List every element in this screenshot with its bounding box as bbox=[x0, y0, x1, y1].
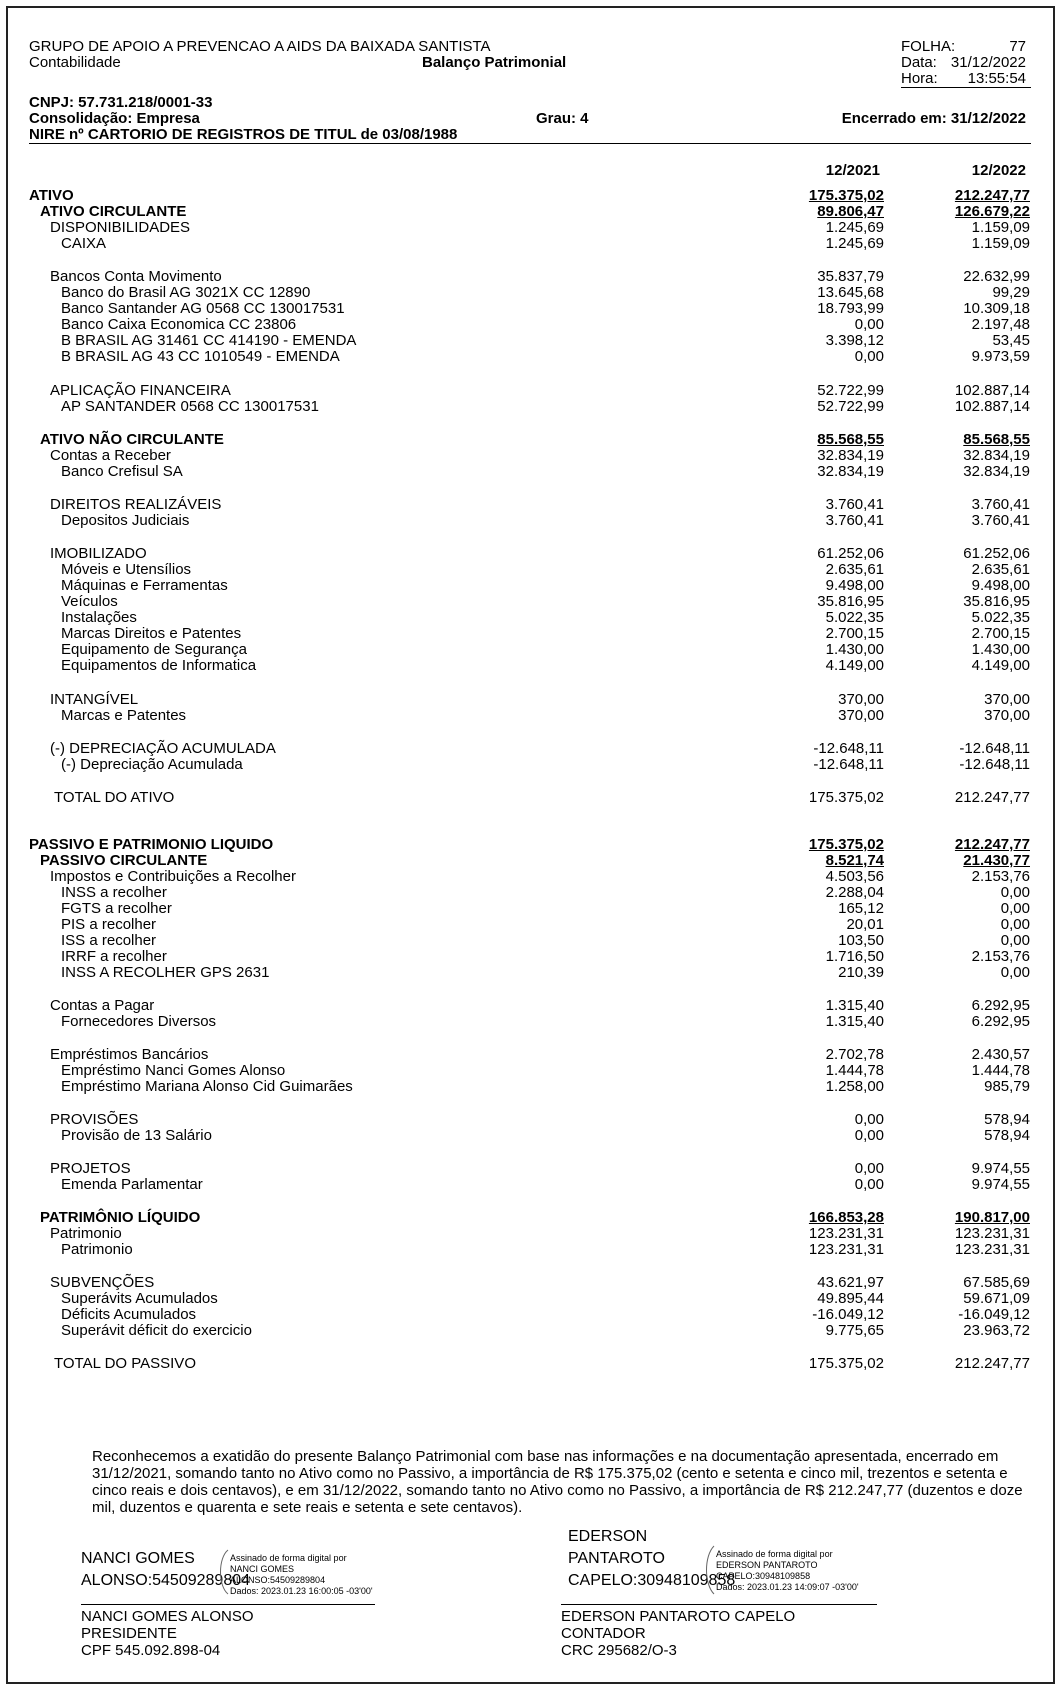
account-label: Banco Caixa Economica CC 23806 bbox=[61, 316, 297, 333]
account-label: Móveis e Utensílios bbox=[61, 561, 192, 578]
value-2022: 22.632,99 bbox=[963, 268, 1030, 285]
value-2022: 0,00 bbox=[1000, 932, 1030, 949]
value-2022: 2.700,15 bbox=[971, 625, 1030, 642]
value-2021: 175.375,02 bbox=[808, 789, 884, 806]
value-2022: 985,79 bbox=[984, 1078, 1030, 1095]
value-2021: 0,00 bbox=[854, 348, 884, 365]
account-label: Equipamento de Segurança bbox=[61, 641, 247, 658]
value-2021: 3.760,41 bbox=[825, 512, 884, 529]
value-2021: 61.252,06 bbox=[817, 545, 884, 562]
value-2022: 123.231,31 bbox=[954, 1241, 1030, 1258]
value-2021: 5.022,35 bbox=[825, 609, 884, 626]
document-page bbox=[6, 6, 1055, 1684]
account-label: IRRF a recolher bbox=[61, 948, 167, 965]
value-2021: 32.834,19 bbox=[817, 447, 884, 464]
digital-signature-date: Dados: 2023.01.23 16:00:05 -03'00' bbox=[230, 1586, 373, 1596]
account-label: ATIVO CIRCULANTE bbox=[40, 203, 187, 220]
value-2022: 212.247,77 bbox=[954, 836, 1030, 853]
digital-signature-title: Assinado de forma digital por bbox=[230, 1553, 347, 1563]
value-2022: 102.887,14 bbox=[954, 398, 1030, 415]
value-2022: 0,00 bbox=[1000, 884, 1030, 901]
consolidacao: Consolidação: Empresa bbox=[29, 110, 200, 127]
header-divider bbox=[29, 143, 1031, 144]
signer-role: PRESIDENTE bbox=[81, 1625, 177, 1642]
signer-document: CRC 295682/O-3 bbox=[561, 1642, 677, 1659]
table-row bbox=[8, 220, 1057, 236]
value-2021: 1.258,00 bbox=[825, 1078, 884, 1095]
table-row bbox=[8, 301, 1057, 317]
value-2022: 1.159,09 bbox=[971, 235, 1030, 252]
value-2022: 0,00 bbox=[1000, 964, 1030, 981]
value-2021: 2.702,78 bbox=[825, 1046, 884, 1063]
account-label: INTANGÍVEL bbox=[50, 691, 139, 708]
table-row bbox=[8, 546, 1057, 562]
value-2021: 175.375,02 bbox=[808, 187, 884, 204]
table-row bbox=[8, 285, 1057, 301]
account-label: B BRASIL AG 43 CC 1010549 - EMENDA bbox=[61, 348, 340, 365]
digital-signature-name: EDERSON PANTAROTO bbox=[716, 1560, 818, 1570]
value-2022: 1.430,00 bbox=[971, 641, 1030, 658]
value-2022: 85.568,55 bbox=[963, 431, 1030, 448]
value-2021: 8.521,74 bbox=[825, 852, 884, 869]
table-row bbox=[8, 658, 1057, 674]
digital-signature-name: NANCI GOMES bbox=[230, 1564, 295, 1574]
value-2022: 6.292,95 bbox=[971, 997, 1030, 1014]
account-label: AP SANTANDER 0568 CC 130017531 bbox=[61, 398, 319, 415]
table-row bbox=[8, 869, 1057, 885]
table-row bbox=[8, 1275, 1057, 1291]
value-2021: 2.635,61 bbox=[825, 561, 884, 578]
account-label: Equipamentos de Informatica bbox=[61, 657, 257, 674]
encerrado: Encerrado em: 31/12/2022 bbox=[841, 110, 1026, 127]
value-2022: 35.816,95 bbox=[963, 593, 1030, 610]
value-2022: 212.247,77 bbox=[954, 1355, 1030, 1372]
account-label: SUBVENÇÕES bbox=[50, 1274, 155, 1291]
table-row bbox=[8, 1307, 1057, 1323]
value-2021: 2.700,15 bbox=[825, 625, 884, 642]
value-2021: 2.288,04 bbox=[825, 884, 884, 901]
value-2022: 2.153,76 bbox=[971, 868, 1030, 885]
value-2021: -12.648,11 bbox=[813, 756, 884, 773]
value-2021: 9.498,00 bbox=[825, 577, 884, 594]
report-title: Balanço Patrimonial bbox=[422, 54, 567, 71]
value-2022: 67.585,69 bbox=[963, 1274, 1030, 1291]
value-2021: 43.621,97 bbox=[817, 1274, 884, 1291]
signer-document: CPF 545.092.898-04 bbox=[81, 1642, 221, 1659]
table-row bbox=[8, 1323, 1057, 1339]
value-2021: 4.503,56 bbox=[825, 868, 884, 885]
table-row bbox=[8, 497, 1057, 513]
account-label: (-) DEPRECIAÇÃO ACUMULADA bbox=[50, 740, 276, 757]
table-row bbox=[8, 1161, 1057, 1177]
account-label: Máquinas e Ferramentas bbox=[61, 577, 228, 594]
table-row bbox=[8, 708, 1057, 724]
folha-value: 77 bbox=[1009, 38, 1026, 55]
digital-signature-id: CAPELO:30948109858 bbox=[716, 1571, 811, 1581]
table-row bbox=[8, 949, 1057, 965]
value-2022: 2.430,57 bbox=[971, 1046, 1030, 1063]
account-label: INSS a recolher bbox=[61, 884, 167, 901]
table-row bbox=[8, 917, 1057, 933]
account-label: Banco Santander AG 0568 CC 130017531 bbox=[61, 300, 345, 317]
value-2022: 0,00 bbox=[1000, 900, 1030, 917]
account-label: Patrimonio bbox=[50, 1225, 122, 1242]
account-label: Empréstimo Nanci Gomes Alonso bbox=[61, 1062, 286, 1079]
value-2021: -16.049,12 bbox=[812, 1306, 884, 1323]
value-2022: 2.635,61 bbox=[971, 561, 1030, 578]
account-label: Empréstimo Mariana Alonso Cid Guimarães bbox=[61, 1078, 353, 1095]
table-row bbox=[8, 1291, 1057, 1307]
account-label: Instalações bbox=[61, 609, 137, 626]
table-row bbox=[8, 383, 1057, 399]
account-label: Veículos bbox=[61, 593, 118, 610]
account-label: Depositos Judiciais bbox=[61, 512, 190, 529]
value-2021: 9.775,65 bbox=[825, 1322, 884, 1339]
table-row bbox=[8, 513, 1057, 529]
value-2021: 175.375,02 bbox=[808, 1355, 884, 1372]
signature-name-line2: ALONSO:54509289804 bbox=[81, 1572, 251, 1589]
column-header-2022: 12/2022 bbox=[971, 162, 1026, 179]
value-2022: 2.153,76 bbox=[971, 948, 1030, 965]
department: Contabilidade bbox=[29, 54, 121, 71]
account-label: Impostos e Contribuições a Recolher bbox=[50, 868, 296, 885]
account-label: PASSIVO E PATRIMONIO LIQUIDO bbox=[29, 836, 274, 853]
value-2021: 89.806,47 bbox=[817, 203, 884, 220]
value-2021: 123.231,31 bbox=[808, 1241, 884, 1258]
table-row bbox=[8, 790, 1057, 806]
table-row bbox=[8, 965, 1057, 981]
account-label: ATIVO NÃO CIRCULANTE bbox=[40, 431, 224, 448]
account-label: Contas a Receber bbox=[50, 447, 171, 464]
signer-name: EDERSON PANTAROTO CAPELO bbox=[561, 1608, 796, 1625]
value-2021: 370,00 bbox=[838, 707, 884, 724]
account-label: IMOBILIZADO bbox=[50, 545, 147, 562]
value-2022: 6.292,95 bbox=[971, 1013, 1030, 1030]
table-row bbox=[8, 1063, 1057, 1079]
signature-name-line1: NANCI GOMES bbox=[81, 1550, 195, 1567]
value-2021: 4.149,00 bbox=[825, 657, 884, 674]
account-label: Banco do Brasil AG 3021X CC 12890 bbox=[61, 284, 311, 301]
account-label: Fornecedores Diversos bbox=[61, 1013, 217, 1030]
value-2022: 61.252,06 bbox=[963, 545, 1030, 562]
value-2021: 1.245,69 bbox=[825, 235, 884, 252]
value-2021: 175.375,02 bbox=[808, 836, 884, 853]
account-label: Contas a Pagar bbox=[50, 997, 155, 1014]
table-row bbox=[8, 1210, 1057, 1226]
value-2022: -12.648,11 bbox=[959, 740, 1030, 757]
value-2022: 0,00 bbox=[1000, 916, 1030, 933]
folha-label: FOLHA: bbox=[901, 38, 956, 55]
table-row bbox=[8, 578, 1057, 594]
account-label: Banco Crefisul SA bbox=[61, 463, 183, 480]
value-2022: 102.887,14 bbox=[954, 382, 1030, 399]
value-2021: 20,01 bbox=[846, 916, 884, 933]
value-2021: 35.837,79 bbox=[817, 268, 884, 285]
account-label: ATIVO bbox=[29, 187, 74, 204]
account-label: PROVISÕES bbox=[50, 1111, 139, 1128]
account-label: Bancos Conta Movimento bbox=[50, 268, 222, 285]
account-label: DISPONIBILIDADES bbox=[50, 219, 191, 236]
account-label: DIREITOS REALIZÁVEIS bbox=[50, 496, 222, 513]
table-row bbox=[8, 741, 1057, 757]
value-2022: 3.760,41 bbox=[971, 512, 1030, 529]
value-2021: 1.430,00 bbox=[825, 641, 884, 658]
value-2022: 5.022,35 bbox=[971, 609, 1030, 626]
value-2021: 370,00 bbox=[838, 691, 884, 708]
value-2021: 52.722,99 bbox=[817, 382, 884, 399]
table-row bbox=[8, 885, 1057, 901]
table-row bbox=[8, 399, 1057, 415]
account-label: Empréstimos Bancários bbox=[50, 1046, 209, 1063]
value-2022: 99,29 bbox=[992, 284, 1030, 301]
value-2021: 13.645,68 bbox=[817, 284, 884, 301]
account-label: Patrimonio bbox=[61, 1241, 133, 1258]
value-2022: 578,94 bbox=[984, 1127, 1030, 1144]
account-label: PIS a recolher bbox=[61, 916, 157, 933]
value-2022: 212.247,77 bbox=[954, 187, 1030, 204]
account-label: Marcas Direitos e Patentes bbox=[61, 625, 242, 642]
value-2022: 23.963,72 bbox=[963, 1322, 1030, 1339]
account-label: (-) Depreciação Acumulada bbox=[61, 756, 243, 773]
signature-name-line3: CAPELO:30948109858 bbox=[568, 1572, 736, 1589]
account-label: Emenda Parlamentar bbox=[61, 1176, 203, 1193]
account-label: PATRIMÔNIO LÍQUIDO bbox=[40, 1209, 201, 1226]
table-row bbox=[8, 626, 1057, 642]
column-header-2021: 12/2021 bbox=[825, 162, 880, 179]
value-2022: 3.760,41 bbox=[971, 496, 1030, 513]
value-2021: 0,00 bbox=[854, 1160, 884, 1177]
account-label: Superávits Acumulados bbox=[61, 1290, 218, 1307]
value-2021: 1.716,50 bbox=[825, 948, 884, 965]
value-2022: 10.309,18 bbox=[963, 300, 1030, 317]
value-2021: 3.760,41 bbox=[825, 496, 884, 513]
table-row bbox=[8, 317, 1057, 333]
value-2022: 4.149,00 bbox=[971, 657, 1030, 674]
declaration-text: Reconhecemos a exatidão do presente Balanço Patrimonial com base nas informações e na documentação apresentada, encerrado em 31/12/2021, somando tanto no Ativo como no Passivo, a importância de R$ 175.375,02 (cento e setenta e cinco mil, trezentos e setenta e cinco reais e dois centavos), e em 31/12/2022, somando tanto no Ativo como no Passivo, a importância de R$ 212.247,77 (duzentos e doze mil, duzentos e quarenta e sete reais e setenta e sete centavos). bbox=[92, 1448, 1023, 1516]
value-2021: 52.722,99 bbox=[817, 398, 884, 415]
table-row bbox=[8, 448, 1057, 464]
table-row bbox=[8, 1047, 1057, 1063]
account-label: PROJETOS bbox=[50, 1160, 131, 1177]
header-divider-right bbox=[901, 87, 1031, 88]
data-label: Data: bbox=[901, 54, 937, 71]
value-2022: 212.247,77 bbox=[954, 789, 1030, 806]
value-2021: 18.793,99 bbox=[817, 300, 884, 317]
value-2021: -12.648,11 bbox=[813, 740, 884, 757]
table-row bbox=[8, 998, 1057, 1014]
table-row bbox=[8, 188, 1057, 204]
account-label: CAIXA bbox=[61, 235, 107, 252]
signature-line bbox=[561, 1604, 877, 1605]
value-2021: 85.568,55 bbox=[817, 431, 884, 448]
table-row bbox=[8, 1226, 1057, 1242]
value-2022: 9.498,00 bbox=[971, 577, 1030, 594]
value-2022: 370,00 bbox=[984, 691, 1030, 708]
value-2021: 1.315,40 bbox=[825, 997, 884, 1014]
table-row bbox=[8, 933, 1057, 949]
account-label: Provisão de 13 Salário bbox=[61, 1127, 212, 1144]
value-2022: 1.444,78 bbox=[971, 1062, 1030, 1079]
org-name: GRUPO DE APOIO A PREVENCAO A AIDS DA BAIXADA SANTISTA bbox=[29, 38, 491, 55]
value-2022: -12.648,11 bbox=[959, 756, 1030, 773]
account-label: PASSIVO CIRCULANTE bbox=[40, 852, 208, 869]
table-row bbox=[8, 594, 1057, 610]
account-label: APLICAÇÃO FINANCEIRA bbox=[50, 382, 231, 399]
value-2022: 21.430,77 bbox=[963, 852, 1030, 869]
account-label: INSS A RECOLHER GPS 2631 bbox=[61, 964, 270, 981]
value-2022: 59.671,09 bbox=[963, 1290, 1030, 1307]
table-row bbox=[8, 692, 1057, 708]
value-2022: 2.197,48 bbox=[971, 316, 1030, 333]
account-label: Déficits Acumulados bbox=[61, 1306, 197, 1323]
hora-label: Hora: bbox=[901, 70, 938, 87]
data-value: 31/12/2022 bbox=[950, 54, 1026, 71]
value-2021: 165,12 bbox=[838, 900, 884, 917]
grau: Grau: 4 bbox=[536, 110, 589, 127]
table-row bbox=[8, 1014, 1057, 1030]
value-2022: 9.974,55 bbox=[971, 1160, 1030, 1177]
value-2022: 1.159,09 bbox=[971, 219, 1030, 236]
value-2022: 53,45 bbox=[992, 332, 1030, 349]
table-row bbox=[8, 204, 1057, 220]
account-label: TOTAL DO ATIVO bbox=[54, 789, 175, 806]
cnpj: CNPJ: 57.731.218/0001-33 bbox=[29, 94, 213, 111]
signature-name-line2: PANTAROTO bbox=[568, 1550, 665, 1567]
signer-role: CONTADOR bbox=[561, 1625, 646, 1642]
account-label: Marcas e Patentes bbox=[61, 707, 187, 724]
value-2021: 0,00 bbox=[854, 316, 884, 333]
value-2022: 32.834,19 bbox=[963, 463, 1030, 480]
nire: NIRE nº CARTORIO DE REGISTROS DE TITUL de 03/08/1988 bbox=[29, 126, 458, 143]
value-2022: 9.974,55 bbox=[971, 1176, 1030, 1193]
value-2021: 0,00 bbox=[854, 1127, 884, 1144]
value-2021: 49.895,44 bbox=[817, 1290, 884, 1307]
value-2022: 126.679,22 bbox=[954, 203, 1030, 220]
value-2022: 32.834,19 bbox=[963, 447, 1030, 464]
account-label: FGTS a recolher bbox=[61, 900, 172, 917]
account-label: Superávit déficit do exercicio bbox=[61, 1322, 252, 1339]
table-row bbox=[8, 837, 1057, 853]
hora-value: 13:55:54 bbox=[967, 70, 1026, 87]
account-label: ISS a recolher bbox=[61, 932, 157, 949]
value-2021: 0,00 bbox=[854, 1176, 884, 1193]
table-row bbox=[8, 236, 1057, 252]
value-2021: 210,39 bbox=[838, 964, 884, 981]
table-row bbox=[8, 757, 1057, 773]
table-row bbox=[8, 464, 1057, 480]
signature-line bbox=[81, 1604, 375, 1605]
account-label: B BRASIL AG 31461 CC 414190 - EMENDA bbox=[61, 332, 357, 349]
value-2022: 190.817,00 bbox=[954, 1209, 1030, 1226]
table-row bbox=[8, 901, 1057, 917]
digital-signature-date: Dados: 2023.01.23 14:09:07 -03'00' bbox=[716, 1582, 859, 1592]
table-row bbox=[8, 333, 1057, 349]
value-2021: 3.398,12 bbox=[825, 332, 884, 349]
value-2022: 123.231,31 bbox=[954, 1225, 1030, 1242]
value-2022: 9.973,59 bbox=[971, 348, 1030, 365]
table-row bbox=[8, 853, 1057, 869]
digital-signature-id: ALONSO:54509289804 bbox=[230, 1575, 326, 1585]
account-label: TOTAL DO PASSIVO bbox=[54, 1355, 196, 1372]
table-row bbox=[8, 1112, 1057, 1128]
value-2022: 578,94 bbox=[984, 1111, 1030, 1128]
value-2021: 1.444,78 bbox=[825, 1062, 884, 1079]
value-2021: 1.315,40 bbox=[825, 1013, 884, 1030]
value-2021: 35.816,95 bbox=[817, 593, 884, 610]
table-row bbox=[8, 562, 1057, 578]
value-2022: -16.049,12 bbox=[958, 1306, 1030, 1323]
table-row bbox=[8, 269, 1057, 285]
table-row bbox=[8, 1356, 1057, 1372]
table-row bbox=[8, 1079, 1057, 1095]
table-row bbox=[8, 349, 1057, 365]
value-2021: 1.245,69 bbox=[825, 219, 884, 236]
value-2021: 123.231,31 bbox=[808, 1225, 884, 1242]
value-2021: 103,50 bbox=[838, 932, 884, 949]
table-row bbox=[8, 432, 1057, 448]
digital-signature-title: Assinado de forma digital por bbox=[716, 1549, 833, 1559]
table-row bbox=[8, 610, 1057, 626]
table-row bbox=[8, 1242, 1057, 1258]
value-2022: 370,00 bbox=[984, 707, 1030, 724]
signer-name: NANCI GOMES ALONSO bbox=[81, 1608, 254, 1625]
table-row bbox=[8, 642, 1057, 658]
table-row bbox=[8, 1128, 1057, 1144]
value-2021: 166.853,28 bbox=[808, 1209, 884, 1226]
table-row bbox=[8, 1177, 1057, 1193]
value-2021: 0,00 bbox=[854, 1111, 884, 1128]
signature-name-line1: EDERSON bbox=[568, 1528, 648, 1545]
value-2021: 32.834,19 bbox=[817, 463, 884, 480]
